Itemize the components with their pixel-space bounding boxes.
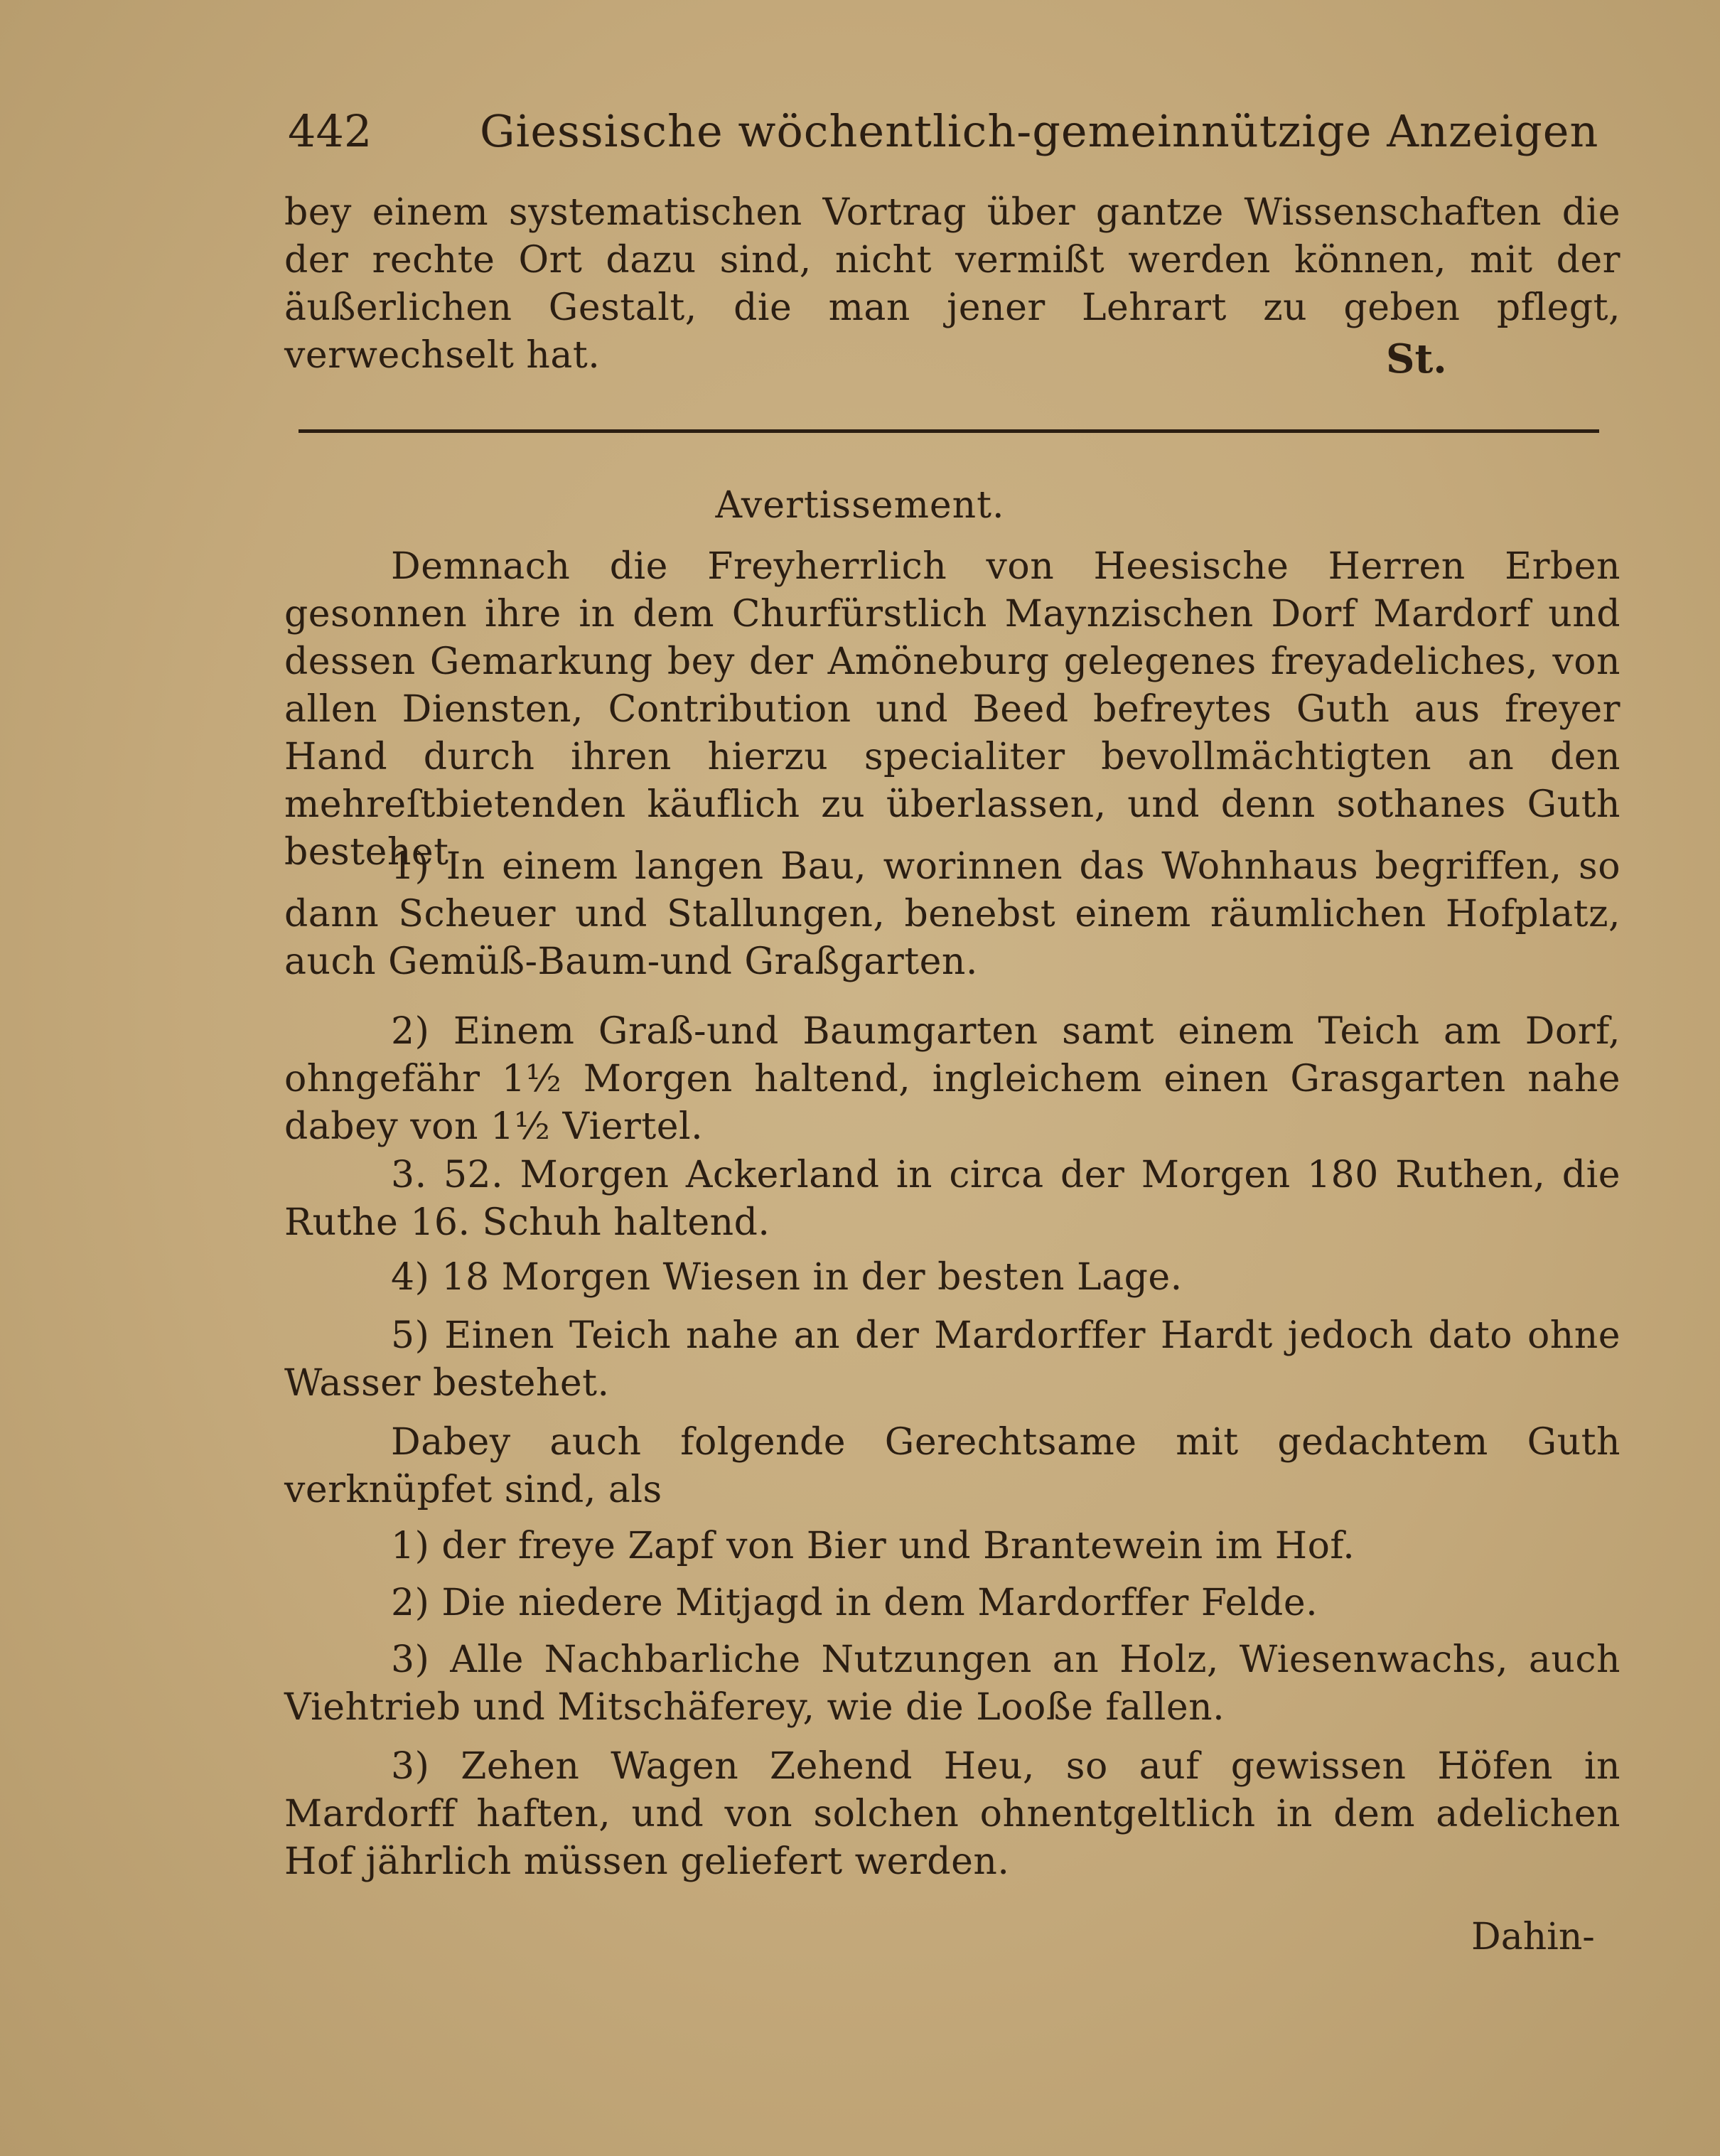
- list-item: 3) Zehen Wagen Zehend Heu, so auf gewissen Höfen in Mardorff haften, und von solchen ohnentgeltlich in dem adelichen Hof jährlich müssen geliefert werden.: [284, 1745, 1620, 1883]
- list-item: 3) Alle Nachbarliche Nutzungen an Holz, Wiesenwachs, auch Viehtrieb und Mitschäferey, wie die Looße fallen.: [284, 1639, 1620, 1729]
- list-item: 1) der freye Zapf von Bier und Brantewein im Hof.: [391, 1525, 1355, 1567]
- list-item: 3. 52. Morgen Ackerland in circa der Morgen 180 Ruthen, die Ruthe 16. Schuh haltend.: [284, 1154, 1620, 1244]
- running-head: Giessische wöchentlich-gemeinnützige Anzeigen: [480, 105, 1599, 157]
- page-header: [288, 100, 1599, 163]
- list-item: 2) Einem Graß-und Baumgarten samt einem Teich am Dorf, ohngefähr 1½ Morgen haltend, ingleichem einen Grasgarten nahe dabey von 1½ Viertel.: [284, 1010, 1620, 1148]
- list-item: 1) In einem langen Bau, worinnen das Wohnhaus begriffen, so dann Scheuer und Stallungen, benebst einem räumlichen Hofplatz, auch Gemüß-Baum-und Graßgarten.: [284, 845, 1620, 983]
- advert-paragraph: Demnach die Freyherrlich von Heesische Herren Erben gesonnen ihre in dem Churfürstlich Maynzischen Dorf Mardorf und dessen Gemarkung bey der Amöneburg gelegenes freyadeliches, von allen Diensten, Contribution und Beed befreytes Guth aus freyer Hand durch ihren hierzu specialiter bevollmächtigten an den mehreſtbietenden käuflich zu überlassen, und denn sothanes Guth bestehet: [284, 545, 1620, 874]
- page-number: 442: [288, 105, 372, 157]
- catchword: Dahin-: [1471, 1916, 1595, 1958]
- advert-heading: Avertissement.: [715, 484, 1005, 527]
- list-item: 2) Die niedere Mitjagd in dem Mardorffer Felde.: [391, 1582, 1318, 1624]
- author-signature: St.: [1386, 336, 1447, 382]
- intro-text: bey einem systematischen Vortrag über gantze Wissenschaften die der rechte Ort dazu sind, nicht vermißt werden können, mit der äußerlichen Gestalt, die man jener Lehrart zu geben pflegt, verwechselt hat.: [284, 191, 1620, 377]
- section-divider: [299, 429, 1599, 433]
- list-item: 4) 18 Morgen Wiesen in der besten Lage.: [391, 1256, 1183, 1299]
- rights-intro: Dabey auch folgende Gerechtsame mit gedachtem Guth verknüpfet sind, als: [284, 1421, 1620, 1511]
- list-item: 5) Einen Teich nahe an der Mardorffer Hardt jedoch dato ohne Wasser bestehet.: [284, 1314, 1620, 1405]
